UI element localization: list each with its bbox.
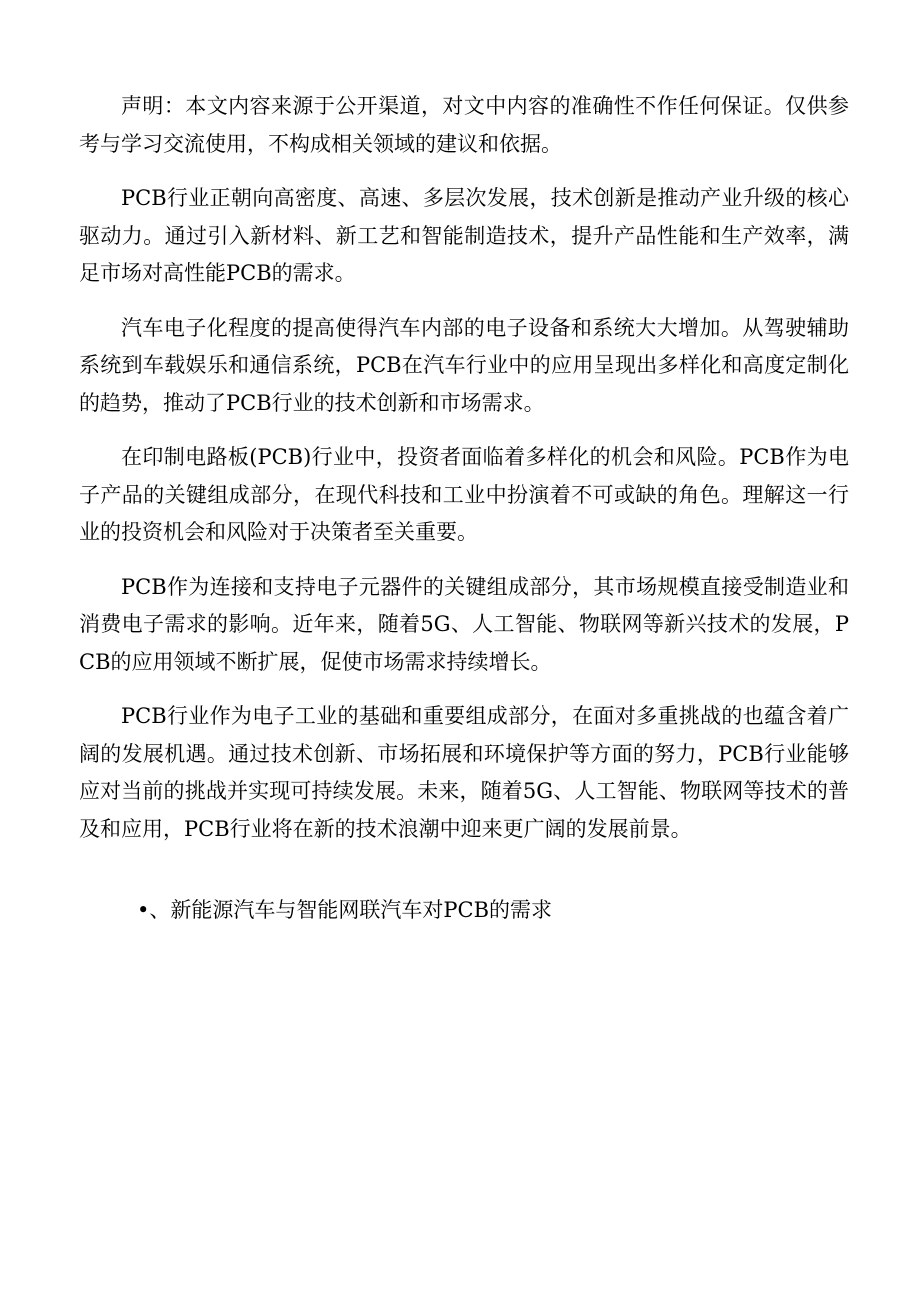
disclaimer-paragraph: 声明：本文内容来源于公开渠道，对文中内容的准确性不作任何保证。仅供参考与学习交流使用，不构成相关领域的建议和依据。 bbox=[79, 94, 849, 156]
paragraph-investment: 在印制电路板(PCB)行业中，投资者面临着多样化的机会和风险。PCB作为电子产品的关键组成部分，在现代科技和工业中扮演着不可或缺的角色。理解这一行业的投资机会和风险对于决策者至关重要。 bbox=[79, 445, 849, 544]
paragraph-market-scale: PCB作为连接和支持电子元器件的关键组成部分，其市场规模直接受制造业和消费电子需求的影响。近年来，随着5G、人工智能、物联网等新兴技术的发展，PCB的应用领域不断扩展，促使市场需求持续增长。 bbox=[79, 574, 849, 674]
section-heading-text: 、新能源汽车与智能网联汽车对PCB的需求 bbox=[149, 898, 553, 922]
section-heading-bullet bbox=[79, 892, 849, 930]
paragraph-automotive: 汽车电子化程度的提高使得汽车内部的电子设备和系统大大增加。从驾驶辅助系统到车载娱乐和通信系统，PCB在汽车行业中的应用呈现出多样化和高度定制化的趋势，推动了PCB行业的技术创新和市场需求。 bbox=[79, 315, 849, 415]
paragraph-outlook: PCB行业作为电子工业的基础和重要组成部分，在面对多重挑战的也蕴含着广阔的发展机遇。通过技术创新、市场拓展和环境保护等方面的努力，PCB行业能够应对当前的挑战并实现可持续发展。未来，随着5G、人工智能、物联网等技术的普及和应用，PCB行业将在新的技术浪潮中迎来更广阔的发展前景。 bbox=[79, 704, 849, 841]
document-body bbox=[79, 88, 849, 930]
bullet-marker: • bbox=[137, 898, 150, 922]
paragraph-industry-trend: PCB行业正朝向高密度、高速、多层次发展，技术创新是推动产业升级的核心驱动力。通过引入新材料、新工艺和智能制造技术，提升产品性能和生产效率，满足市场对高性能PCB的需求。 bbox=[79, 186, 849, 285]
